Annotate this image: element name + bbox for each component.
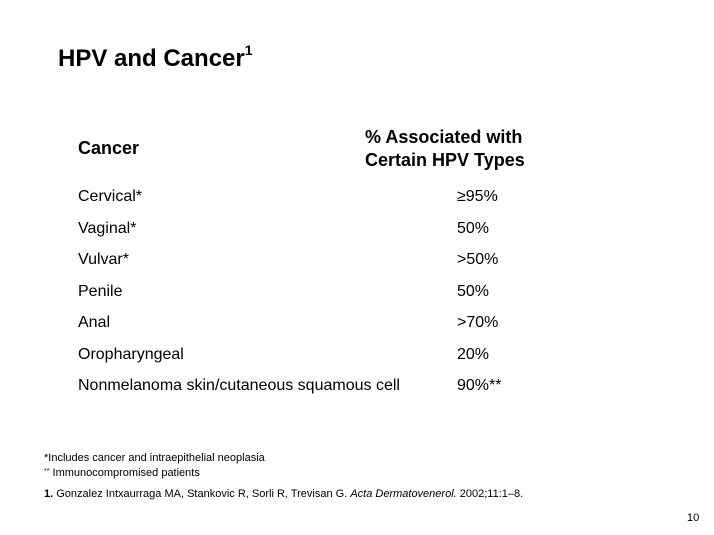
hpv-percent: 50% <box>457 282 490 300</box>
table-row <box>78 249 518 281</box>
footnote-mark: ** <box>44 468 50 475</box>
table-row <box>78 344 518 376</box>
table-row <box>78 281 518 313</box>
table-row <box>78 375 518 407</box>
cancer-name: Anal <box>78 314 111 331</box>
table-row <box>78 218 518 250</box>
footnote-immunocompromised <box>44 467 200 479</box>
hpv-percent: ≥95% <box>457 188 498 205</box>
hpv-percent: 90%** <box>457 377 502 394</box>
cancer-table <box>78 186 518 407</box>
reference-citation <box>44 488 523 500</box>
footnote-includes: *Includes cancer and intraepithelial neoplasia <box>44 452 265 464</box>
footnote-text: Immunocompromised patients <box>49 467 200 479</box>
cancer-name: Vaginal* <box>78 219 137 237</box>
slide-title-text: HPV and Cancer <box>58 45 245 72</box>
cancer-name: Penile <box>78 282 123 300</box>
reference-journal: Acta Dermatovenerol. <box>350 488 457 500</box>
cancer-name: Nonmelanoma skin/cutaneous squamous cell <box>78 377 400 394</box>
column-header-percent <box>365 126 525 172</box>
column-header-percent-line1: % Associated with <box>365 127 523 147</box>
reference-authors: Gonzalez Intxaurraga MA, Stankovic R, Sorli R, Trevisan G. <box>53 488 351 500</box>
reference-tail: 2002;11:1–8. <box>456 488 524 500</box>
column-header-cancer: Cancer <box>78 138 140 158</box>
hpv-percent: 50% <box>457 219 490 237</box>
page-number: 10 <box>687 512 700 524</box>
reference-number: 1. <box>44 488 54 500</box>
cancer-name: Vulvar* <box>78 251 129 268</box>
table-row <box>78 312 518 344</box>
cancer-name: Oropharyngeal <box>78 345 184 363</box>
hpv-percent: >50% <box>457 251 499 268</box>
hpv-percent: >70% <box>457 314 499 331</box>
table-row <box>78 186 518 218</box>
hpv-percent: 20% <box>457 345 490 363</box>
column-header-percent-line2: Certain HPV Types <box>365 150 525 170</box>
slide-title <box>58 44 253 73</box>
title-reference-superscript: 1 <box>244 42 253 58</box>
cancer-name: Cervical* <box>78 188 143 205</box>
